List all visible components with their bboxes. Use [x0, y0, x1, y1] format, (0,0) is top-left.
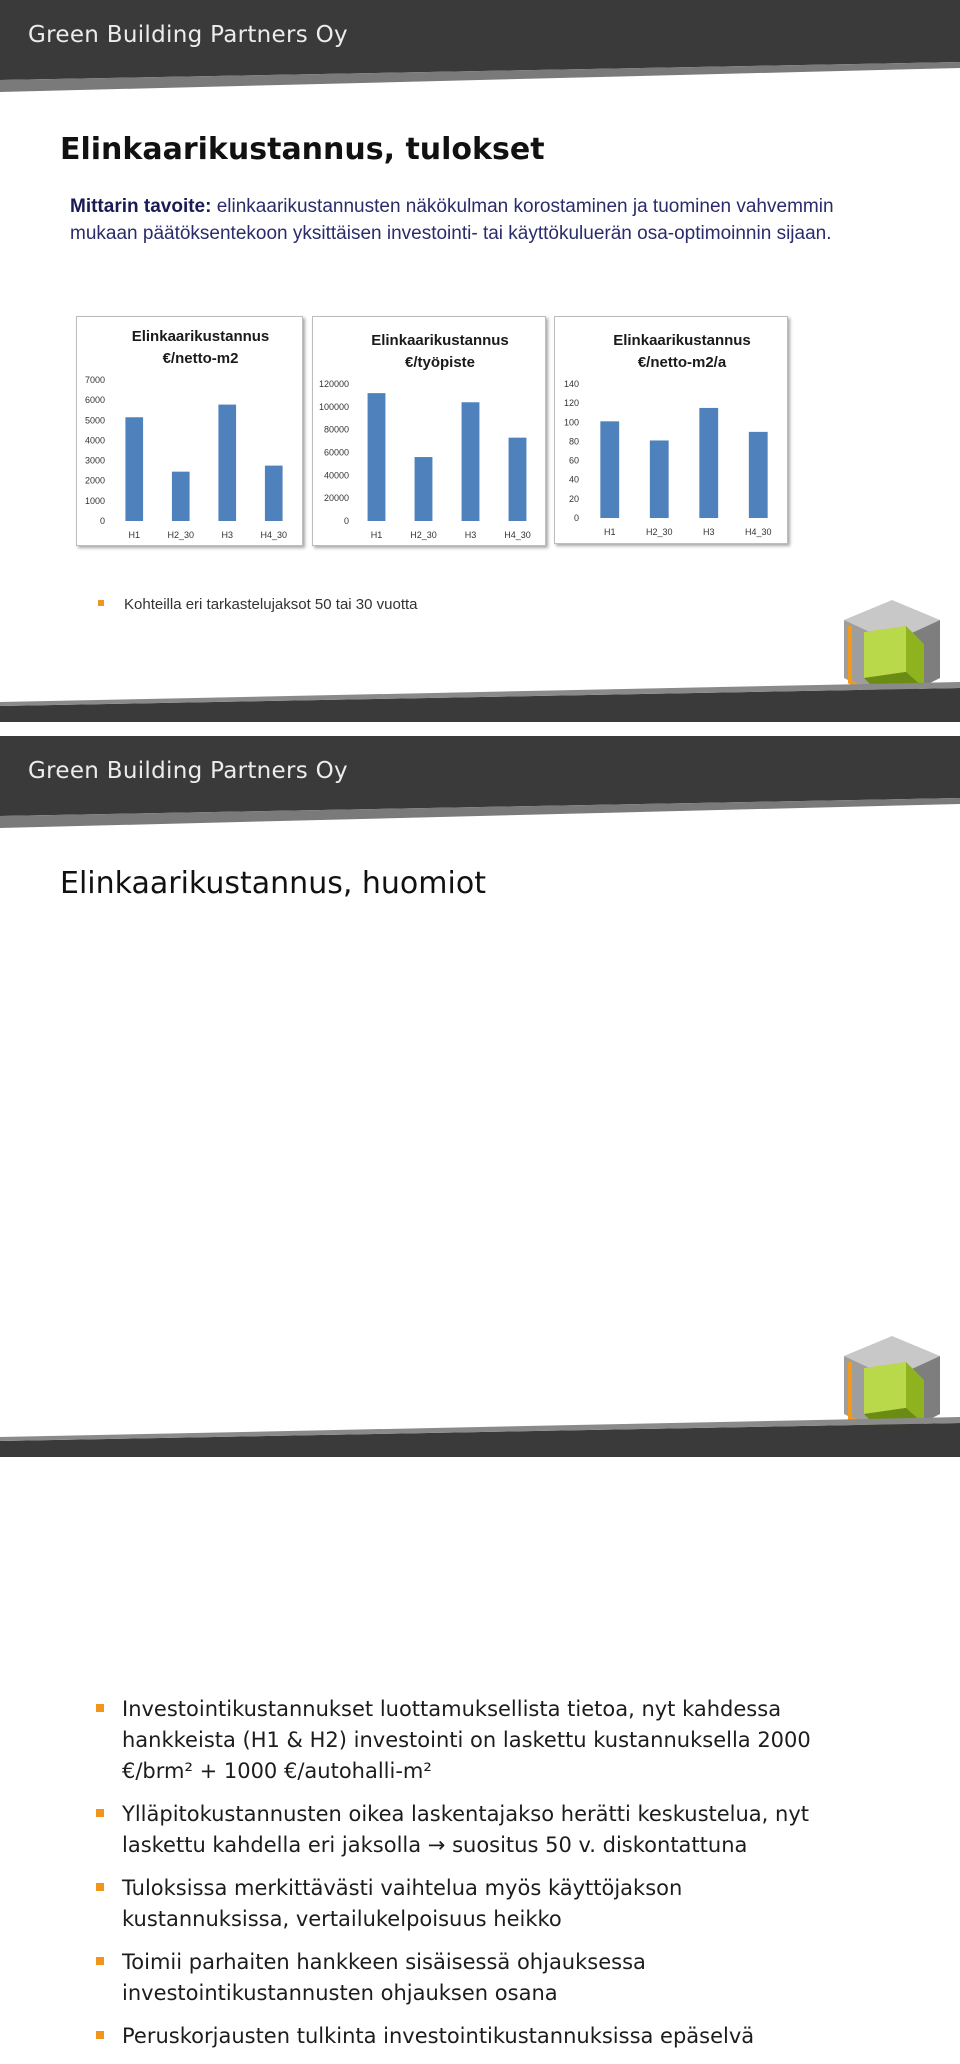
chart-netto-m2-a [554, 316, 788, 544]
x-tick-label: H1 [370, 530, 383, 540]
chart-title: Elinkaarikustannus [371, 332, 509, 349]
x-tick-label: H3 [464, 530, 477, 540]
bar [125, 417, 143, 521]
list-item [96, 2021, 856, 2052]
slide-notes [0, 736, 960, 2048]
y-tick-label: 60 [568, 455, 579, 466]
bullet-square-icon [96, 1957, 104, 1965]
y-tick-label: 4000 [84, 435, 105, 446]
slide-results [0, 0, 960, 722]
y-tick-label: 5000 [84, 415, 105, 426]
y-tick-label: 120000 [318, 379, 349, 389]
chart-netto-m2 [76, 316, 303, 546]
chart-svg [77, 317, 304, 547]
y-tick-label: 40000 [323, 470, 349, 481]
brand-logo-text: Green Building Partners Oy [28, 758, 348, 784]
list-item-text: Tuloksissa merkittävästi vaihtelua myös käyttöjakson kustannuksissa, vertailukelpoisuus heikko [122, 1876, 683, 1931]
chart-tyopiste [312, 316, 546, 546]
bullet-square-icon [96, 1883, 104, 1891]
bar [699, 408, 718, 518]
bar [415, 457, 433, 521]
notes-list [96, 1694, 856, 2064]
x-tick-label: H3 [221, 530, 234, 540]
goal-paragraph [70, 193, 870, 247]
chart-title: €/netto-m2 [162, 350, 239, 367]
page-title: Elinkaarikustannus, huomiot [60, 866, 486, 901]
y-tick-label: 6000 [84, 395, 105, 406]
y-tick-label: 100 [563, 417, 579, 428]
list-item [96, 1799, 856, 1861]
bar [509, 438, 527, 521]
bullet-square-icon [96, 1704, 104, 1712]
y-tick-label: 80000 [323, 424, 349, 435]
chart-title: €/työpiste [404, 354, 476, 371]
brand-logo-text: Green Building Partners Oy [28, 22, 348, 48]
y-tick-label: 100000 [318, 401, 349, 412]
bullet-square-icon [96, 1809, 104, 1817]
y-tick-label: 0 [573, 513, 579, 523]
chart-title: Elinkaarikustannus [613, 332, 751, 349]
y-tick-label: 20000 [323, 493, 349, 504]
charts-row [76, 316, 792, 548]
goal-text: elinkaarikustannusten näkökulman korostaminen ja tuominen vahvemmin mukaan päätöksentekoon yksittäisen investointi- tai käyttökuluerän osa-optimoinnin sijaan. [70, 196, 834, 244]
chart-svg [313, 317, 547, 547]
slide-header [0, 0, 960, 90]
x-tick-label: H3 [702, 527, 715, 537]
list-item-text: Toimii parhaiten hankkeen sisäisessä ohjauksessa investointikustannusten ohjauksen osana [122, 1950, 646, 2005]
y-tick-label: 20 [568, 493, 579, 504]
x-tick-label: H1 [128, 530, 141, 540]
list-item [96, 1947, 856, 2009]
note-bullet [98, 596, 418, 613]
y-tick-label: 2000 [84, 475, 105, 486]
page-title: Elinkaarikustannus, tulokset [60, 132, 545, 167]
list-item [96, 1694, 856, 1787]
bar [218, 405, 236, 521]
list-item-text: Peruskorjausten tulkinta investointikustannuksissa epäselvä [122, 2024, 755, 2048]
bullet-square-icon [96, 2031, 104, 2039]
bar [462, 402, 480, 521]
y-tick-label: 120 [563, 398, 579, 409]
chart-svg [555, 317, 789, 545]
x-tick-label: H2_30 [410, 530, 437, 540]
y-tick-label: 0 [99, 516, 105, 526]
footer-banner [0, 1395, 960, 1457]
y-tick-label: 140 [563, 379, 579, 389]
bullet-square-icon [98, 600, 104, 606]
chart-title: Elinkaarikustannus [131, 328, 270, 345]
list-item-text: Investointikustannukset luottamuksellista tietoa, nyt kahdessa hankkeista (H1 & H2) investointi on laskettu kustannuksella 2000 €/brm² + 1000 €/autohalli-m² [122, 1697, 811, 1783]
y-tick-label: 3000 [84, 455, 105, 466]
goal-label: Mittarin tavoite: [70, 196, 212, 217]
y-tick-label: 0 [343, 516, 349, 526]
list-item [96, 1873, 856, 1935]
bar [650, 440, 669, 518]
x-tick-label: H2_30 [645, 527, 673, 537]
y-tick-label: 1000 [84, 495, 105, 506]
x-tick-label: H4_30 [260, 530, 288, 540]
bar [600, 421, 619, 518]
chart-title: €/netto-m2/a [637, 354, 727, 371]
note-text: Kohteilla eri tarkastelujaksot 50 tai 30 vuotta [124, 596, 418, 613]
y-tick-label: 40 [568, 474, 579, 485]
bar [368, 393, 386, 521]
x-tick-label: H1 [603, 527, 616, 537]
y-tick-label: 60000 [323, 447, 349, 458]
bar [265, 466, 283, 521]
footer-banner [0, 660, 960, 722]
x-tick-label: H4_30 [744, 527, 772, 537]
bar [749, 432, 768, 518]
y-tick-label: 7000 [84, 375, 105, 385]
slide-header [0, 736, 960, 826]
y-tick-label: 80 [568, 436, 579, 447]
x-tick-label: H2_30 [167, 530, 195, 540]
list-item-text: Ylläpitokustannusten oikea laskentajakso herätti keskustelua, nyt laskettu kahdella eri jaksolla → suositus 50 v. diskontattuna [122, 1802, 810, 1857]
x-tick-label: H4_30 [504, 530, 531, 540]
bar [172, 472, 190, 521]
